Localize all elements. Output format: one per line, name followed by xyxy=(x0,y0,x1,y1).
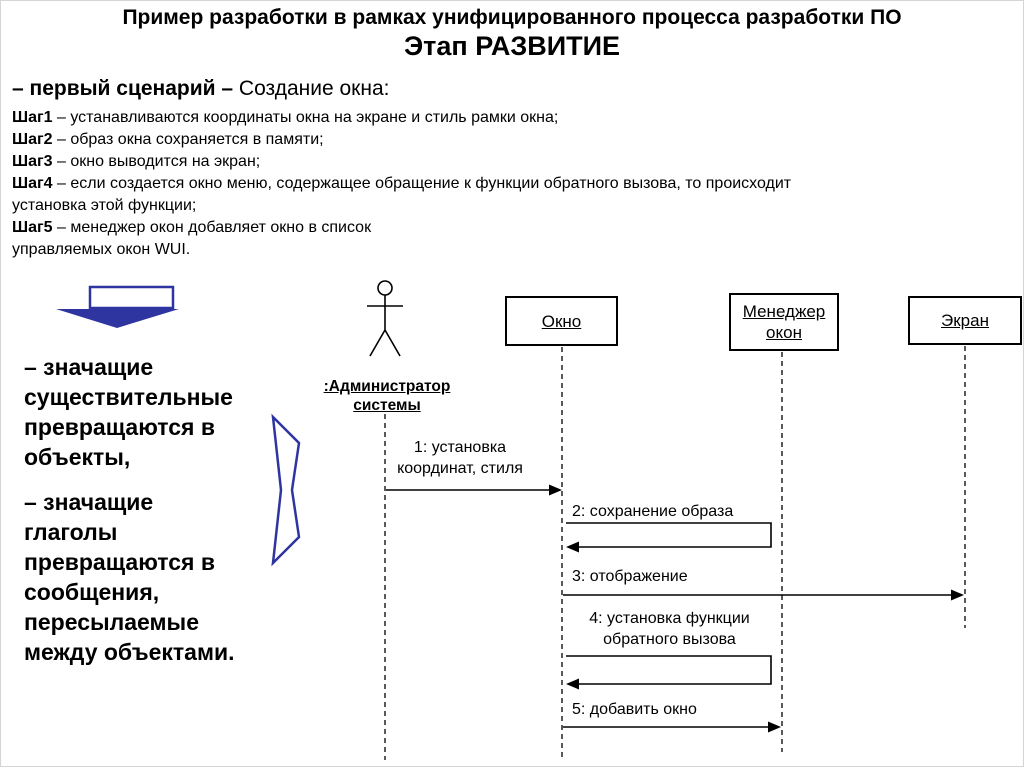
object-box-window xyxy=(505,296,618,346)
actor-leg-right xyxy=(385,330,400,356)
message-1-label: 1: установка координат, стиля xyxy=(397,439,523,477)
step-label-1: Шаг1 xyxy=(12,109,53,126)
step-text-5: – менеджер окон добавляет окно в список xyxy=(52,219,372,236)
object-box-screen xyxy=(908,296,1022,345)
steps-list xyxy=(12,107,1002,261)
step-line-1 xyxy=(12,107,1002,129)
actor-leg-left xyxy=(370,330,385,356)
scenario-heading xyxy=(12,77,389,101)
message-5-label: 5: добавить окно xyxy=(572,701,697,718)
step-line-4 xyxy=(12,173,1002,195)
down-arrow-head xyxy=(56,309,179,328)
message-2-label: 2: сохранение образа xyxy=(572,503,734,520)
step-label-3: Шаг3 xyxy=(12,153,53,170)
slide-subtitle: Этап РАЗВИТИЕ xyxy=(403,31,621,61)
step-line-2 xyxy=(12,129,1002,151)
transform-chevron-icon xyxy=(273,417,299,563)
step-line-5-continuation: управляемых окон WUI. xyxy=(12,241,191,258)
down-arrow-shaft xyxy=(90,287,173,308)
object-label-window: Окно xyxy=(541,311,582,331)
actor-label: :Администратор системы xyxy=(323,378,451,414)
scenario-heading-rest: Создание окна: xyxy=(233,77,390,100)
message-2-arrowhead-icon xyxy=(566,542,579,553)
note-verbs-to-messages: – значащие глаголы превращаются в сообщения, пересылаемые между объектами. xyxy=(24,489,235,665)
step-label-4: Шаг4 xyxy=(12,175,53,192)
step-text-4: – если создается окно меню, содержащее обращение к функции обратного вызова, то происходит xyxy=(52,175,792,192)
lifelines xyxy=(385,346,965,760)
message-2-loop-line xyxy=(566,523,771,547)
step-line-3 xyxy=(12,151,1002,173)
down-arrow-icon xyxy=(56,287,179,328)
notes xyxy=(24,352,246,667)
message-3-label: 3: отображение xyxy=(572,568,688,585)
message-4-arrowhead-icon xyxy=(566,679,579,690)
message-5-arrowhead-icon xyxy=(768,722,781,733)
object-label-screen: Экран xyxy=(941,311,989,330)
object-label-window-manager: Менеджер окон xyxy=(742,302,826,342)
actor-stick-figure-icon xyxy=(367,281,403,356)
slide-title: Пример разработки в рамках унифицированного процесса разработки ПО xyxy=(122,6,902,29)
message-3-arrowhead-icon xyxy=(951,590,964,601)
actor-head xyxy=(378,281,392,295)
scenario-heading-bold: – первый сценарий – xyxy=(12,77,234,100)
message-1-arrowhead-icon xyxy=(549,485,562,496)
step-label-2: Шаг2 xyxy=(12,131,53,148)
step-line-4-continuation: установка этой функции; xyxy=(12,197,197,214)
note-nouns-to-objects: – значащие существительные превращаются в объекты, xyxy=(24,354,233,470)
step-label-5: Шаг5 xyxy=(12,219,53,236)
step-line-5 xyxy=(12,217,1002,239)
step-text-1: – устанавливаются координаты окна на экране и стиль рамки окна; xyxy=(52,109,559,126)
object-box-window-manager xyxy=(729,293,839,351)
step-text-2: – образ окна сохраняется в памяти; xyxy=(52,131,324,148)
step-text-3: – окно выводится на экран; xyxy=(52,153,261,170)
message-4-loop-line xyxy=(566,656,771,684)
message-4-label: 4: установка функции обратного вызова xyxy=(589,610,750,648)
